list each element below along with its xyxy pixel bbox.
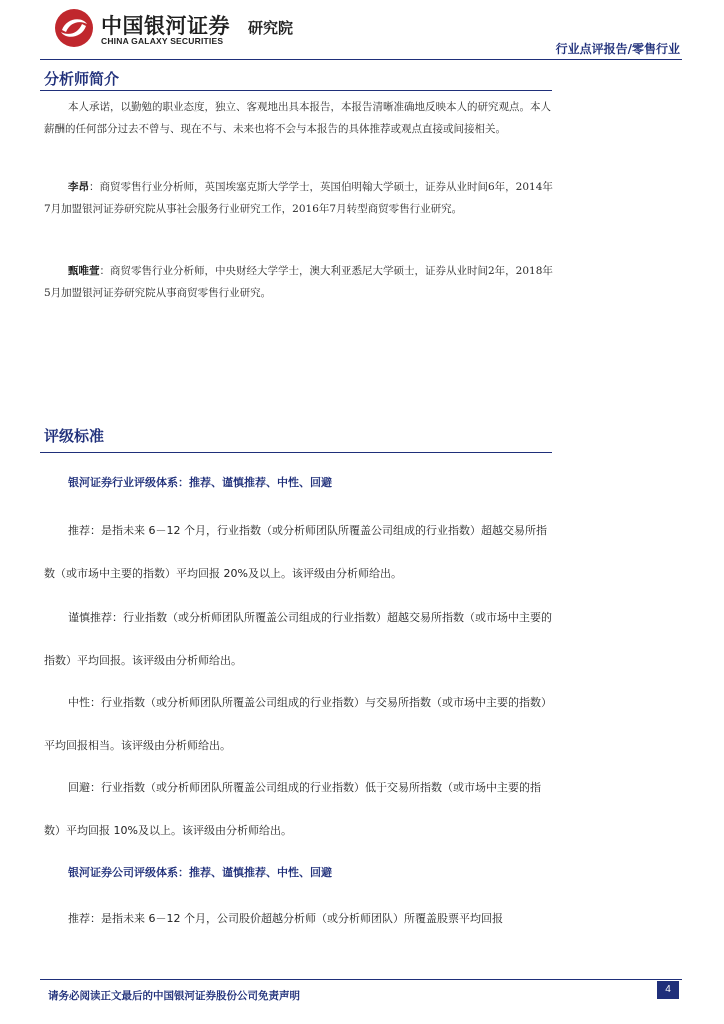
analyst-statement: 本人承诺，以勤勉的职业态度，独立、客观地出具本报告，本报告清晰准确地反映本人的研究观点。本人薪酬的任何部分过去不曾与、现在不与、未来也将不会与本报告的具体推荐或观点直接或间接相关。 <box>44 101 551 135</box>
industry-rating-system-title: 银河证券行业评级体系：推荐、谨慎推荐、中性、回避 <box>68 476 332 489</box>
analyst-section-title: 分析师简介 <box>44 70 120 88</box>
report-type-label: 行业点评报告/零售行业 <box>555 42 680 56</box>
analyst-bio-1 <box>44 176 556 220</box>
rating-section-divider <box>40 452 552 453</box>
company-rating-recommend: 推荐：是指未来 6－12 个月，公司股价超越分析师（或分析师团队）所覆盖股票平均回报 <box>68 912 503 925</box>
rating-section-title: 评级标准 <box>44 427 105 445</box>
analyst-section-divider <box>40 90 552 91</box>
page-number: 4 <box>657 981 679 999</box>
logo-chinese-name: 中国银河证券 <box>101 14 230 38</box>
header-divider <box>40 59 682 60</box>
company-logo <box>40 0 305 56</box>
industry-rating-recommend: 推荐：是指未来 6－12 个月，行业指数（或分析师团队所覆盖公司组成的行业指数）超越交易所指数（或市场中主要的指数）平均回报 20%及以上。该评级由分析师给出。 <box>44 524 547 580</box>
galaxy-logo-icon <box>54 8 94 48</box>
footer-disclaimer: 请务必阅读正文最后的中国银河证券股份公司免责声明 <box>48 990 300 1002</box>
footer-divider <box>40 979 682 980</box>
analyst-bio-text-1: ：商贸零售行业分析师，英国埃塞克斯大学学士，英国伯明翰大学硕士，证券从业时间6年，2014年7月加盟银河证券研究院从事社会服务行业研究工作，2016年7月转型商贸零售行业研究。 <box>44 181 553 215</box>
logo-english-name: CHINA GALAXY SECURITIES <box>101 36 224 46</box>
industry-rating-cautious: 谨慎推荐：行业指数（或分析师团队所覆盖公司组成的行业指数）超越交易所指数（或市场中主要的指数）平均回报。该评级由分析师给出。 <box>44 611 552 667</box>
industry-rating-avoid: 回避：行业指数（或分析师团队所覆盖公司组成的行业指数）低于交易所指数（或市场中主要的指数）平均回报 10%及以上。该评级由分析师给出。 <box>44 781 541 837</box>
analyst-bio-text-2: ：商贸零售行业分析师，中央财经大学学士，澳大利亚悉尼大学硕士，证券从业时间2年，2018年5月加盟银河证券研究院从事商贸零售行业研究。 <box>44 265 553 299</box>
analyst-name-2: 甄唯萱 <box>68 265 100 277</box>
industry-rating-neutral: 中性：行业指数（或分析师团队所覆盖公司组成的行业指数）与交易所指数（或市场中主要的指数）平均回报相当。该评级由分析师给出。 <box>44 696 552 752</box>
company-rating-system-title: 银河证券公司评级体系：推荐、谨慎推荐、中性、回避 <box>68 866 332 879</box>
logo-institute-name: 研究院 <box>248 19 294 37</box>
analyst-bio-2 <box>44 260 556 304</box>
analyst-name-1: 李昂 <box>68 181 89 193</box>
